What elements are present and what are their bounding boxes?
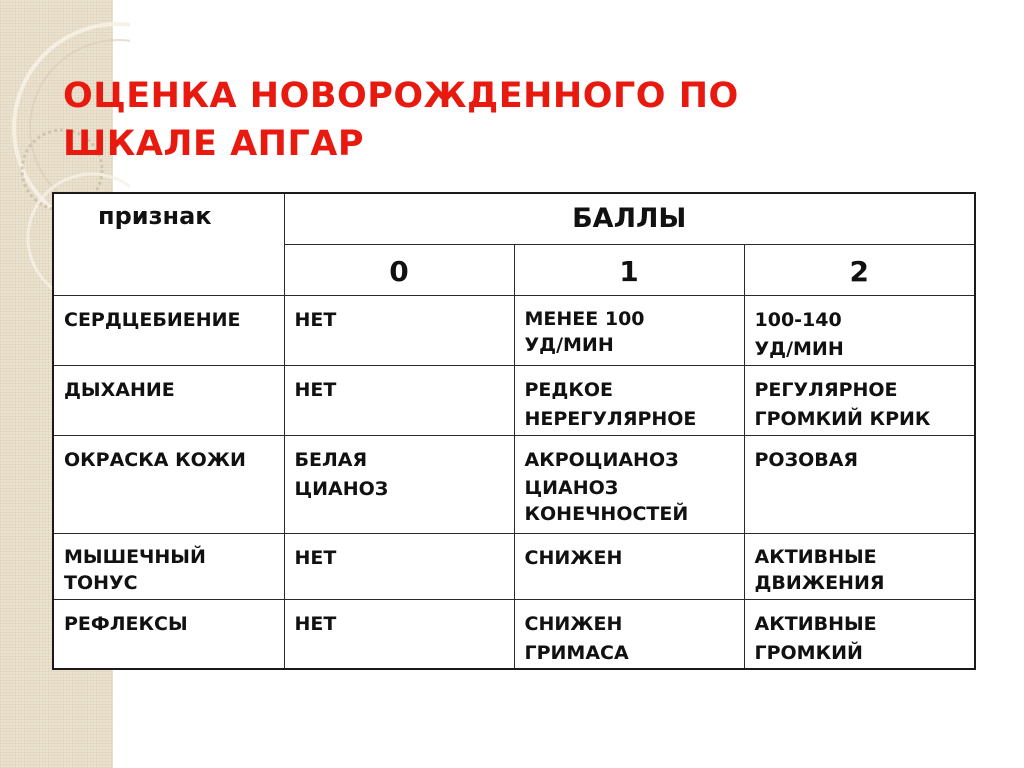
cell-score-0 [284, 435, 514, 533]
table-row [53, 435, 975, 533]
cell-score-2 [744, 435, 975, 533]
cell-text: ЦИАНОЗ [524, 476, 619, 499]
header-score-1: 1 [514, 244, 744, 295]
cell-score-1 [514, 295, 744, 365]
cell-score-0 [284, 295, 514, 365]
cell-score-1 [514, 599, 744, 669]
cell-text: СНИЖЕН [524, 546, 623, 569]
table-row [53, 533, 975, 599]
cell-text: РОЗОВАЯ [754, 448, 859, 471]
cell-text: РЕФЛЕКСЫ [64, 612, 188, 635]
header-scores: БАЛЛЫ [284, 193, 975, 244]
cell-sign [53, 435, 284, 533]
cell-text: ГРИМАСА [524, 641, 629, 664]
cell-text: НЕТ [294, 378, 337, 401]
title-line-1: ОЦЕНКА НОВОРОЖДЕННОГО ПО [63, 76, 739, 116]
header-score-2: 2 [744, 244, 975, 295]
cell-sign [53, 295, 284, 365]
cell-text: МЕНЕЕ 100 [524, 307, 645, 330]
cell-text: СНИЖЕН [524, 612, 623, 635]
title-line-2: ШКАЛЕ АПГАР [63, 124, 365, 164]
header-sign: признак [53, 193, 284, 295]
cell-text: АКТИВНЫЕ [754, 612, 877, 635]
cell-score-2 [744, 365, 975, 435]
table-row [53, 295, 975, 365]
cell-text: УД/МИН [524, 333, 614, 356]
cell-sign [53, 599, 284, 669]
cell-text: НЕТ [294, 308, 337, 331]
cell-text: 100-140 [754, 308, 842, 331]
cell-text: НЕТ [294, 612, 337, 635]
cell-text: ГРОМКИЙ [754, 641, 863, 664]
cell-score-0 [284, 365, 514, 435]
cell-text: АКРОЦИАНОЗ [524, 448, 679, 471]
table-row [53, 365, 975, 435]
header-score-0: 0 [284, 244, 514, 295]
page-title [63, 72, 963, 168]
cell-text: УД/МИН [754, 337, 844, 360]
cell-text: НЕРЕГУЛЯРНОЕ [524, 407, 697, 430]
cell-text: ДЫХАНИЕ [64, 378, 175, 401]
cell-score-1 [514, 533, 744, 599]
cell-text: МЫШЕЧНЫЙ [64, 545, 206, 568]
cell-score-0 [284, 533, 514, 599]
cell-text: ЦИАНОЗ [294, 477, 389, 500]
cell-text: РЕДКОЕ [524, 378, 613, 401]
cell-score-1 [514, 365, 744, 435]
cell-text: ОКРАСКА КОЖИ [64, 448, 246, 471]
cell-text: ТОНУС [64, 571, 138, 594]
cell-score-2 [744, 533, 975, 599]
cell-score-0 [284, 599, 514, 669]
apgar-table [52, 192, 976, 670]
cell-text: РЕГУЛЯРНОЕ [754, 378, 898, 401]
cell-score-2 [744, 599, 975, 669]
cell-score-1 [514, 435, 744, 533]
cell-text: АКТИВНЫЕ [754, 545, 877, 568]
table-header-row [53, 193, 975, 244]
cell-text: ДВИЖЕНИЯ [754, 571, 885, 594]
table-row [53, 599, 975, 669]
cell-sign [53, 533, 284, 599]
cell-text: ГРОМКИЙ КРИК [754, 407, 931, 430]
cell-text: СЕРДЦЕБИЕНИЕ [64, 308, 241, 331]
cell-text: НЕТ [294, 546, 337, 569]
cell-sign [53, 365, 284, 435]
cell-text: КОНЕЧНОСТЕЙ [524, 502, 689, 525]
cell-score-2 [744, 295, 975, 365]
cell-text: БЕЛАЯ [294, 448, 368, 471]
